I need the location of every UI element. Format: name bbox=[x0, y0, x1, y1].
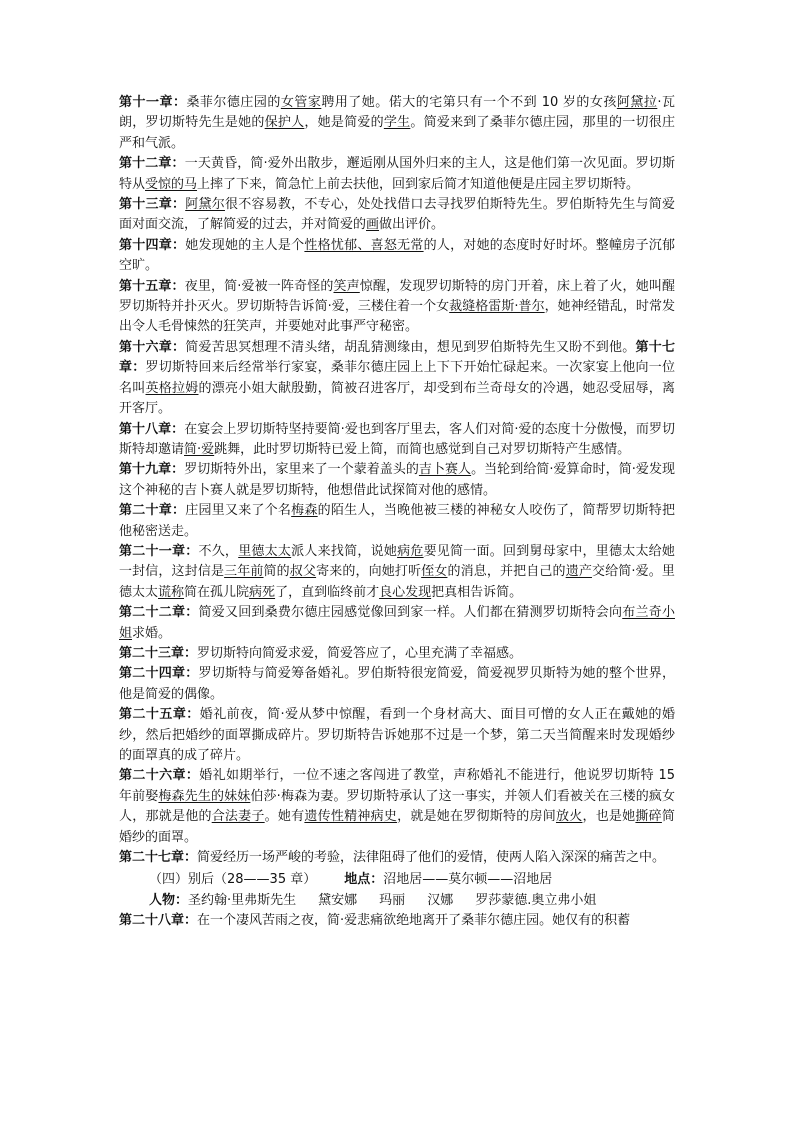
section-heading bbox=[119, 870, 675, 890]
chapter-24 bbox=[119, 664, 675, 705]
text: 。简爱来到了桑菲尔德庄园，那里的一切很庄严和气派。 bbox=[119, 115, 675, 151]
text: ，也是她 bbox=[582, 809, 636, 825]
underlined-term: 简·爱 bbox=[184, 441, 215, 457]
chapter-23 bbox=[119, 644, 675, 664]
place-value: 沼地居——莫尔顿——沼地居 bbox=[383, 872, 553, 888]
underlined-term: 叔父 bbox=[289, 564, 317, 580]
underlined-term: 合法妻子 bbox=[211, 809, 265, 825]
underlined-term: 女管家 bbox=[280, 95, 322, 110]
chapter-14 bbox=[119, 236, 675, 277]
underlined-term: 性格忧郁、喜怒无常 bbox=[304, 237, 424, 253]
chapter-label: 第二十一章： bbox=[119, 543, 199, 559]
person: 汉娜 bbox=[427, 892, 454, 908]
text: 的消息，并把自己的 bbox=[447, 564, 566, 580]
underlined-term: 画 bbox=[366, 217, 380, 233]
text: 庄园里又来了个名 bbox=[185, 503, 292, 519]
chapter-label: 第十一章： bbox=[119, 95, 187, 110]
chapter-25 bbox=[119, 705, 675, 766]
underlined-term: 侄女 bbox=[421, 564, 448, 580]
text: ，就是她在罗彻斯特的房间 bbox=[397, 809, 556, 825]
chapter-19 bbox=[119, 460, 675, 501]
underlined-term: 放火 bbox=[555, 809, 583, 825]
text: 要见简一面。回到舅母家中，里德太太给她一封信，这封信是 bbox=[119, 543, 675, 580]
text: 求婚。 bbox=[132, 625, 172, 641]
underlined-term: 遗传性精神病史 bbox=[304, 809, 398, 825]
chapter-28 bbox=[119, 911, 675, 931]
underlined-term: 吉卜赛人 bbox=[418, 462, 472, 478]
person: 罗莎蒙德.奥立弗小姐 bbox=[475, 892, 597, 908]
text: 惊醒，发现罗切斯特的房门开着，床上着了火，她叫醒罗切斯特并扑灭火。罗切斯特告诉简·爱，三楼住着一个女 bbox=[119, 278, 675, 315]
chapter-label: 第十六章： bbox=[119, 339, 186, 355]
text: 聘用了她。偌大的宅第只有一个不到 10 岁的女孩 bbox=[321, 95, 617, 110]
chapter-label: 第二十三章： bbox=[119, 645, 198, 661]
underlined-term: 遗产 bbox=[565, 564, 592, 580]
chapter-label: 第二十四章： bbox=[119, 666, 199, 682]
underlined-term: 病危 bbox=[397, 543, 424, 559]
text: 罗切斯特外出，家里来了一个蒙着盖头的 bbox=[184, 462, 419, 478]
chapter-label: 第二十二章： bbox=[119, 605, 199, 621]
text: 简爱又回到桑费尔德庄园感觉像回到家一样。人们都在猜测罗切斯特会向 bbox=[198, 605, 623, 621]
text: 。她有 bbox=[264, 809, 305, 825]
underlined-term: 笑声 bbox=[333, 278, 360, 294]
underlined-term: 病死 bbox=[249, 584, 276, 600]
chapter-22 bbox=[119, 603, 675, 644]
chapter-12 bbox=[119, 154, 675, 195]
text: 上摔了下来，简急忙上前去扶他，回到家后简才知道他便是庄园主罗切斯特。 bbox=[197, 176, 640, 192]
chapter-label: 第十三章： bbox=[119, 197, 186, 213]
text: ·瓦朗，罗切斯特先生是她的 bbox=[119, 95, 675, 131]
text: 。当轮到给简·爱算命时，简·爱发现这个神秘的吉卜赛人就是罗切斯特，他想借此试探简对他的感情。 bbox=[119, 462, 675, 498]
text: 跳舞，此时罗切斯特已爱上简，而简也感觉到自己对罗切斯特产生感情。 bbox=[214, 441, 631, 457]
underlined-term: 撕碎 bbox=[635, 809, 662, 825]
underlined-term: 梅森 bbox=[291, 503, 318, 519]
chapter-20 bbox=[119, 501, 675, 542]
underlined-term: 阿黛尔 bbox=[185, 197, 225, 213]
underlined-term: 三年前 bbox=[224, 564, 264, 580]
chapter-label: 第二十六章： bbox=[119, 768, 200, 784]
text: 把真相告诉简。 bbox=[431, 584, 523, 600]
text: 的人，对她的态度时好时坏。整幢房子沉郁空旷。 bbox=[119, 237, 675, 274]
text: ，她是简爱的 bbox=[304, 115, 384, 131]
text: 在宴会上罗切斯特坚持要简·爱也到客厅里去，客人们对简·爱的态度十分傲慢，而罗切斯特却邀请 bbox=[119, 421, 675, 457]
text: 简的 bbox=[263, 564, 290, 580]
chapter-label: 第十四章： bbox=[119, 237, 186, 253]
text: 交给简·爱。里德太太 bbox=[119, 564, 675, 600]
chapter-13 bbox=[119, 195, 675, 236]
place-label: 地点： bbox=[344, 872, 384, 888]
text: 简爱经历一场严峻的考验，法律阻碍了他们的爱情，使两人陷入深深的痛苦之中。 bbox=[197, 850, 666, 866]
chapter-27 bbox=[119, 848, 675, 868]
text: 在一个凄风苦雨之夜，简·爱悲痛欲绝地离开了桑菲尔德庄园。她仅有的积蓄 bbox=[197, 913, 631, 929]
characters-line bbox=[119, 891, 675, 911]
underlined-term: 保护人 bbox=[264, 115, 305, 131]
text: 的陌生人，当晚他被三楼的神秘女人咬伤了，简帮罗切斯特把他秘密送走。 bbox=[119, 503, 675, 539]
text: 桑菲尔德庄园的 bbox=[186, 95, 281, 110]
text: 夜里，简·爱被一阵奇怪的 bbox=[184, 278, 334, 294]
person: 圣约翰·里弗斯先生 bbox=[188, 892, 297, 908]
text: 罗切斯特向简爱求爱，简爱答应了，心里充满了幸福感。 bbox=[197, 645, 523, 661]
document-page bbox=[119, 93, 675, 932]
chapter-11 bbox=[119, 93, 675, 154]
chapter-16-17 bbox=[119, 338, 675, 420]
chapter-label: 第十九章： bbox=[119, 462, 185, 478]
person: 黛安娜 bbox=[318, 892, 358, 908]
underlined-term: 受惊的马 bbox=[145, 176, 198, 192]
text: 婚礼如期举行，一位不速之客闯进了教堂，声称婚礼不能进行，他说罗切斯特 15 年前娶 bbox=[119, 768, 675, 804]
people-label: 人物： bbox=[149, 892, 189, 908]
text: ，她神经错乱，时常发出令人毛骨悚然的狂笑声，并要她对此事严守秘密。 bbox=[119, 299, 675, 335]
underlined-term: 谎称 bbox=[158, 584, 185, 600]
text: 简爱苦思冥想理不清头绪，胡乱猜测缘由，想见到罗伯斯特先生又盼不到他。 bbox=[185, 339, 636, 355]
chapter-26 bbox=[119, 766, 675, 848]
chapter-label: 第二十章： bbox=[119, 503, 186, 519]
text: 派人来找简，说她 bbox=[291, 543, 398, 559]
text: 不久， bbox=[198, 543, 239, 559]
underlined-term: 良心发现 bbox=[379, 584, 432, 600]
chapter-label: 第十五章： bbox=[119, 278, 185, 294]
text: 很不容易教，不专心，处处找借口去寻找罗伯斯特先生。罗伯斯特先生与简爱面对面交流，了解简爱的过去，并对简爱的 bbox=[119, 197, 675, 233]
underlined-term: 梅森先生的妹妹 bbox=[158, 788, 251, 804]
underlined-term: 里德太太 bbox=[238, 543, 292, 559]
underlined-term: 阿黛拉 bbox=[616, 95, 658, 110]
text: 简在孤儿院 bbox=[184, 584, 250, 600]
person: 玛丽 bbox=[379, 892, 406, 908]
chapter-label: 第十七章： bbox=[119, 339, 675, 376]
text: 罗切斯特回来后经常举行家宴，桑菲尔德庄园上上下下开始忙碌起来。一次家宴上他向一位名叫 bbox=[119, 360, 675, 396]
text: 了，直到临终前才 bbox=[275, 584, 380, 600]
chapter-21 bbox=[119, 542, 675, 603]
text: 婚礼前夜，简·爱从梦中惊醒，看到一个身材高大、面目可憎的女人正在戴她的婚纱，然后把婚纱的面罩撕成碎片。罗切斯特告诉她那不过是一个梦，第二天当简醒来时发现婚纱的面罩真的成了碎片。 bbox=[119, 707, 675, 763]
underlined-term: 布兰奇小姐 bbox=[119, 605, 675, 641]
text: 寄来的，向她打听 bbox=[316, 564, 422, 580]
text: 伯莎·梅森为妻。罗切斯特承认了这一事实，并领人们看被关在三楼的疯女人，那就是他的 bbox=[119, 788, 675, 825]
chapter-label: 第二十七章： bbox=[119, 850, 198, 866]
text: 简婚纱的面罩。 bbox=[119, 809, 675, 845]
chapter-label: 第十八章： bbox=[119, 421, 185, 437]
text: 一天黄昏，简·爱外出散步，邂逅刚从国外归来的主人，这是他们第一次见面。罗切斯特从 bbox=[119, 156, 675, 192]
chapter-label: 第二十八章： bbox=[119, 913, 198, 929]
underlined-term: 裁缝格雷斯·普尔 bbox=[449, 299, 545, 315]
text: 做出评价。 bbox=[379, 217, 445, 233]
section-title: （四）别后（28——35 章） bbox=[149, 872, 317, 888]
underlined-term: 学生 bbox=[383, 115, 411, 131]
chapter-15 bbox=[119, 277, 675, 338]
text: 罗切斯特与简爱筹备婚礼。罗伯斯特很宠简爱，简爱视罗贝斯特为她的整个世界，他是简爱的偶像。 bbox=[119, 666, 675, 702]
chapter-label: 第十二章： bbox=[119, 156, 185, 172]
text: 的漂亮小姐大献殷勤，简被召进客厅，却受到布兰奇母女的冷遇，她忍受屈辱，离开客厅。 bbox=[119, 380, 675, 417]
underlined-term: 英格拉姆 bbox=[145, 380, 199, 396]
chapter-18 bbox=[119, 420, 675, 461]
text: 她发现她的主人是个 bbox=[185, 237, 305, 253]
chapter-label: 第二十五章： bbox=[119, 707, 200, 723]
